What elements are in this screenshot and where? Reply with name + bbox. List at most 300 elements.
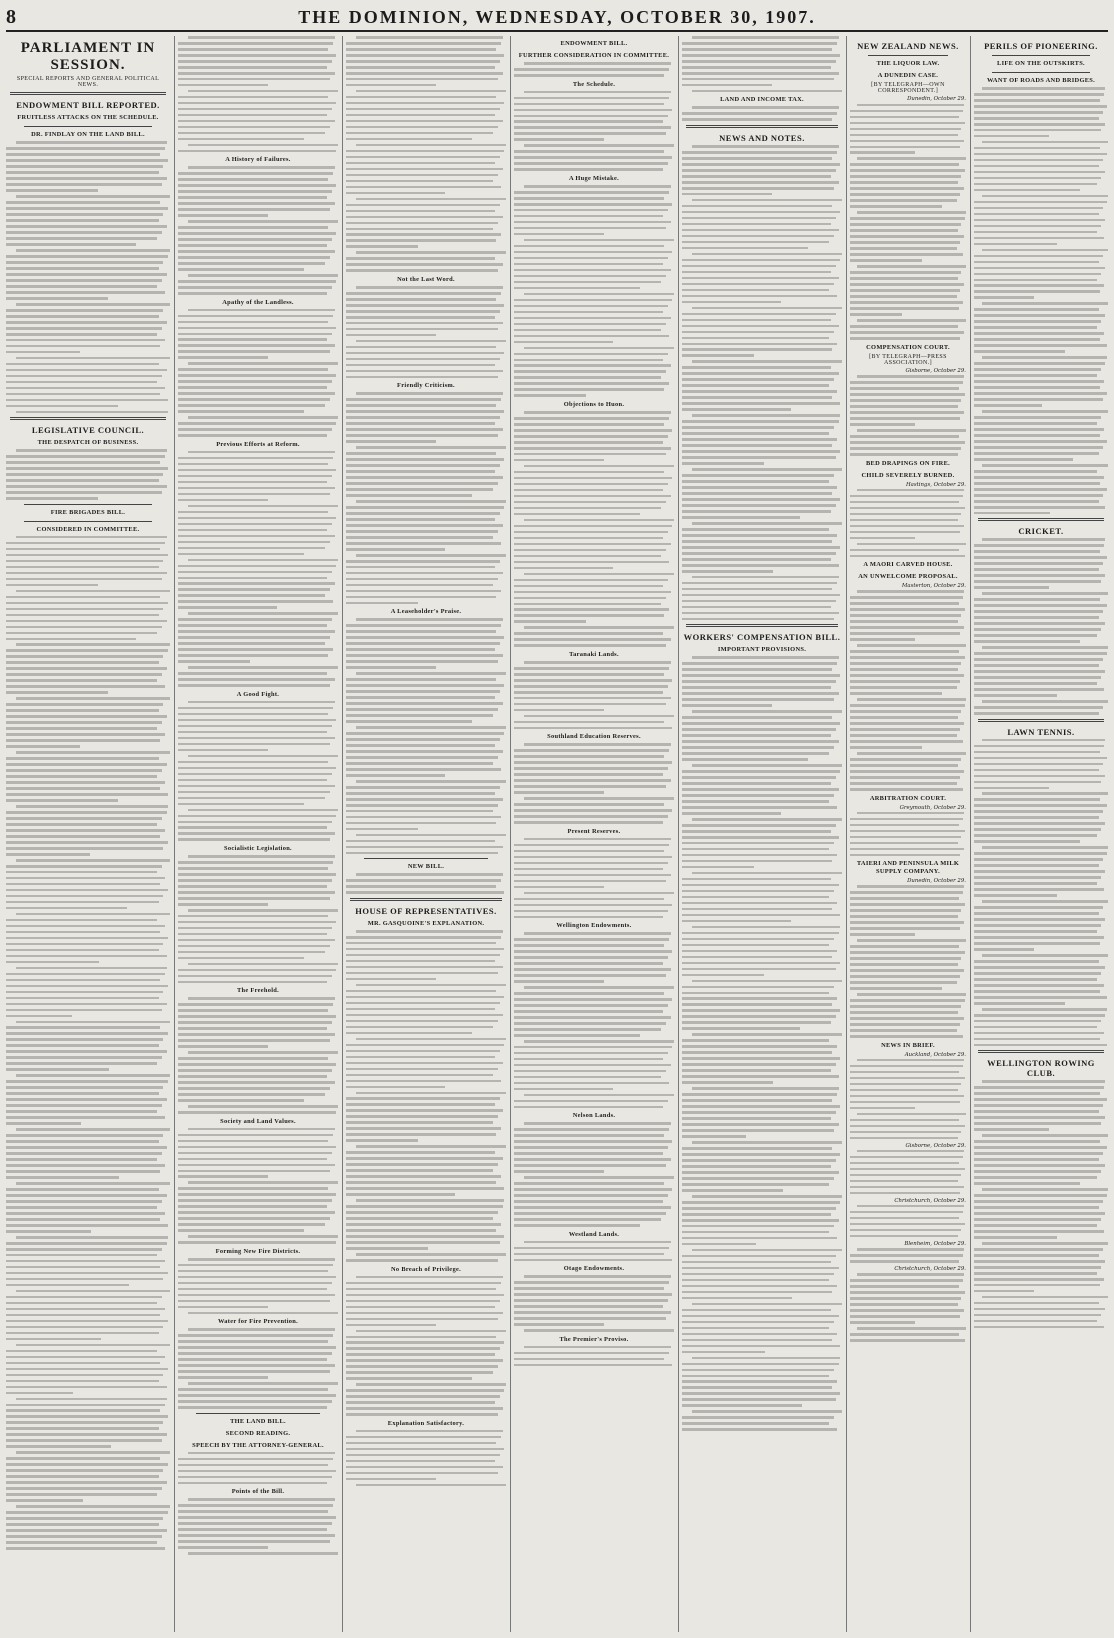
text-line <box>6 638 136 641</box>
text-line <box>514 874 671 877</box>
text-line <box>982 954 1108 957</box>
text-line <box>857 590 964 593</box>
text-line <box>850 632 960 635</box>
text-line <box>178 981 327 984</box>
text-line <box>974 290 1100 293</box>
text-line <box>346 132 493 135</box>
section-heading: A History of Failures. <box>225 156 291 164</box>
text-line <box>514 679 672 682</box>
text-line <box>682 72 839 75</box>
text-line <box>178 1540 330 1543</box>
text-line <box>178 1394 336 1397</box>
text-line <box>974 428 1104 431</box>
text-line <box>982 1188 1108 1191</box>
text-line <box>346 1062 503 1065</box>
text-line <box>514 956 668 959</box>
text-line <box>6 853 90 856</box>
text-line <box>514 1058 663 1061</box>
text-line <box>6 1146 167 1149</box>
text-line <box>974 616 1099 619</box>
text-line <box>974 828 1101 831</box>
text-line <box>346 1229 496 1232</box>
text-line <box>514 567 613 570</box>
text-line <box>514 685 668 688</box>
text-line <box>6 1230 91 1233</box>
text-line <box>974 664 1099 667</box>
text-line <box>682 1117 831 1120</box>
text-line <box>346 506 504 509</box>
text-line <box>178 1057 328 1060</box>
text-line <box>850 692 942 695</box>
text-line <box>682 564 839 567</box>
text-line <box>178 1241 336 1244</box>
text-line <box>857 211 966 214</box>
text-line <box>682 1051 832 1054</box>
section-heading: TAIERI AND PENINSULA MILK SUPPLY COMPANY. <box>856 860 960 876</box>
text-line <box>974 1314 1101 1317</box>
text-line <box>514 501 666 504</box>
text-line <box>974 562 1103 565</box>
text-line <box>514 591 671 594</box>
text-line <box>974 640 1080 643</box>
text-line <box>514 644 666 647</box>
text-line <box>850 1174 961 1177</box>
text-line <box>188 809 338 812</box>
text-line <box>850 259 922 262</box>
text-line <box>850 909 961 912</box>
article-body <box>178 1452 338 1485</box>
text-line <box>682 1285 837 1288</box>
text-line <box>682 866 754 869</box>
text-line <box>356 1145 506 1148</box>
text-line <box>514 761 672 764</box>
text-line <box>514 483 668 486</box>
text-line <box>974 787 1049 790</box>
text-line <box>850 1023 960 1026</box>
text-line <box>6 219 159 222</box>
text-line <box>850 193 960 196</box>
text-line <box>6 620 167 623</box>
text-line <box>982 195 1108 198</box>
text-line <box>850 289 960 292</box>
section-heading: A MAORI CARVED HOUSE. <box>863 561 953 569</box>
text-line <box>850 235 964 238</box>
text-line <box>974 822 1105 825</box>
text-line <box>850 818 963 821</box>
text-line <box>857 265 966 268</box>
text-line <box>850 128 961 131</box>
text-line <box>514 974 666 977</box>
text-line <box>974 751 1100 754</box>
text-line <box>514 453 666 456</box>
text-line <box>178 1470 336 1473</box>
text-line <box>6 267 159 270</box>
text-line <box>850 441 965 444</box>
text-line <box>188 1552 338 1555</box>
text-line <box>178 707 333 710</box>
text-line <box>850 987 942 990</box>
text-line <box>974 506 1105 509</box>
text-line <box>346 1032 472 1035</box>
text-line <box>850 933 915 936</box>
text-line <box>850 271 961 274</box>
text-line <box>682 169 836 172</box>
text-line <box>188 1105 338 1108</box>
text-line <box>6 614 159 617</box>
text-line <box>524 411 671 414</box>
text-line <box>514 767 668 770</box>
text-line <box>974 123 1105 126</box>
text-line <box>6 147 165 150</box>
text-line <box>178 386 327 389</box>
text-line <box>346 1371 493 1374</box>
section-heading: Otago Endowments. <box>563 1265 625 1273</box>
article-body <box>514 838 674 918</box>
text-line <box>514 603 661 606</box>
text-line <box>346 1282 501 1285</box>
text-line <box>6 171 159 174</box>
text-line <box>6 1158 157 1161</box>
text-line <box>6 1392 73 1395</box>
text-line <box>178 743 330 746</box>
text-line <box>346 1407 503 1410</box>
text-line <box>974 1260 1105 1263</box>
text-line <box>850 393 965 396</box>
text-line <box>682 438 837 441</box>
text-line <box>346 518 495 521</box>
text-line <box>346 1223 501 1226</box>
text-line <box>974 183 1097 186</box>
text-line <box>178 184 336 187</box>
text-line <box>6 479 159 482</box>
text-line <box>346 358 500 361</box>
text-line <box>524 661 671 664</box>
text-line <box>178 1134 333 1137</box>
text-line <box>682 1386 832 1389</box>
column-rule <box>678 36 679 1632</box>
text-line <box>346 222 498 225</box>
text-line <box>6 1523 159 1526</box>
text-line <box>6 781 165 784</box>
text-line <box>850 399 961 402</box>
section-heading: Society and Land Values. <box>220 1117 296 1125</box>
text-line <box>974 580 1101 583</box>
text-line <box>346 470 495 473</box>
text-line <box>974 870 1105 873</box>
text-line <box>850 417 960 420</box>
text-line <box>346 792 495 795</box>
text-line <box>346 1074 493 1077</box>
text-line <box>6 1421 163 1424</box>
text-line <box>514 608 669 611</box>
text-line <box>682 157 832 160</box>
section-heading: THE LAND BILL. <box>230 1417 286 1425</box>
text-line <box>346 245 418 248</box>
text-line <box>850 824 959 827</box>
dateline: Gisborne, October 29. <box>905 368 966 374</box>
text-line <box>974 470 1097 473</box>
text-line <box>857 429 966 432</box>
text-line <box>346 1175 501 1178</box>
text-line <box>524 1040 674 1043</box>
text-line <box>178 630 335 633</box>
text-line <box>974 840 1080 843</box>
text-line <box>178 1027 327 1030</box>
text-line <box>682 1069 831 1072</box>
text-line <box>682 1416 834 1419</box>
text-line <box>346 60 500 63</box>
text-line <box>682 325 839 328</box>
text-line <box>850 453 958 456</box>
text-line <box>346 744 495 747</box>
text-line <box>857 157 966 160</box>
article-body <box>346 930 506 1262</box>
text-line <box>6 745 80 748</box>
text-line <box>974 165 1099 168</box>
text-line <box>178 232 336 235</box>
text-line <box>850 1186 964 1189</box>
text-line <box>346 239 496 242</box>
text-line <box>6 497 98 500</box>
text-line <box>682 259 840 262</box>
text-line <box>514 263 663 266</box>
text-line <box>6 1499 83 1502</box>
text-line <box>178 1534 335 1537</box>
text-line <box>16 1344 170 1347</box>
text-line <box>346 584 493 587</box>
text-line <box>346 1193 455 1196</box>
text-line <box>982 141 1108 144</box>
text-line <box>682 1297 792 1300</box>
text-line <box>974 332 1104 335</box>
text-line <box>178 114 327 117</box>
text-line <box>850 223 961 226</box>
text-line <box>178 469 336 472</box>
text-line <box>850 1254 963 1257</box>
text-line <box>974 1020 1101 1023</box>
text-line <box>178 1152 332 1155</box>
text-line <box>6 1272 168 1275</box>
text-line <box>850 945 959 948</box>
section-heading: The Schedule. <box>572 80 616 88</box>
text-line <box>524 1094 674 1097</box>
text-line <box>974 634 1097 637</box>
article-body <box>6 141 170 413</box>
text-line <box>974 1128 1049 1131</box>
text-line <box>974 1026 1097 1029</box>
text-line <box>514 1016 671 1019</box>
text-line <box>850 1321 915 1324</box>
text-line <box>514 197 664 200</box>
text-line <box>346 630 496 633</box>
text-line <box>974 882 1097 885</box>
text-line <box>682 1261 831 1264</box>
text-line <box>682 997 837 1000</box>
text-line <box>974 213 1099 216</box>
text-line <box>974 918 1105 921</box>
text-line <box>682 1021 831 1024</box>
text-line <box>346 298 496 301</box>
text-line <box>524 797 674 800</box>
text-line <box>682 1159 836 1162</box>
text-line <box>178 577 327 580</box>
text-line <box>346 1300 500 1303</box>
text-line <box>188 166 335 169</box>
text-line <box>346 1460 495 1463</box>
article-body <box>974 538 1108 714</box>
text-line <box>178 797 325 800</box>
text-line <box>682 1333 837 1336</box>
text-line <box>857 1205 964 1208</box>
text-line <box>682 265 836 268</box>
text-line <box>850 175 961 178</box>
text-line <box>682 1207 836 1210</box>
wire-credit: [BY TELEGRAPH—PRESS ASSOCIATION.] <box>869 353 947 366</box>
text-line <box>682 1177 834 1180</box>
text-line <box>346 702 503 705</box>
text-line <box>6 1535 162 1538</box>
text-line <box>514 779 671 782</box>
text-line <box>6 381 157 384</box>
text-line <box>682 908 832 911</box>
text-line <box>346 879 501 882</box>
text-line <box>188 701 335 704</box>
text-line <box>6 1278 163 1281</box>
text-line <box>514 126 671 129</box>
text-line <box>178 945 330 948</box>
text-line <box>514 721 664 724</box>
text-line <box>6 399 168 402</box>
text-line <box>178 1158 327 1161</box>
text-line <box>850 1315 960 1318</box>
text-line <box>188 1382 338 1385</box>
text-line <box>974 488 1107 491</box>
text-line <box>692 926 841 929</box>
text-line <box>6 387 165 390</box>
text-line <box>178 1406 327 1409</box>
text-line <box>514 74 664 77</box>
text-line <box>524 185 671 188</box>
text-line <box>682 462 764 465</box>
text-line <box>178 885 327 888</box>
text-line <box>346 1241 500 1244</box>
text-line <box>514 1259 672 1262</box>
article-body <box>346 1276 506 1416</box>
text-line <box>6 871 157 874</box>
text-line <box>346 168 503 171</box>
text-line <box>346 590 501 593</box>
story-subtitle: FURTHER CONSIDERATION IN COMMITTEE. <box>518 52 670 59</box>
text-line <box>850 854 960 857</box>
text-line <box>974 1266 1101 1269</box>
text-line <box>682 319 831 322</box>
text-line <box>346 1086 445 1089</box>
text-line <box>178 1294 335 1297</box>
text-line <box>188 1128 335 1131</box>
text-line <box>682 396 832 399</box>
text-line <box>6 1302 157 1305</box>
text-line <box>346 346 496 349</box>
text-line <box>178 517 336 520</box>
article-body <box>6 536 170 1550</box>
text-line <box>682 492 832 495</box>
text-line <box>346 1211 498 1214</box>
text-line <box>6 1080 168 1083</box>
text-line <box>974 876 1101 879</box>
text-line <box>178 398 330 401</box>
text-line <box>682 504 836 507</box>
text-line <box>982 1296 1108 1299</box>
text-line <box>356 554 506 557</box>
text-line <box>682 1165 831 1168</box>
text-line <box>974 1218 1101 1221</box>
text-line <box>346 108 500 111</box>
text-line <box>982 1080 1105 1083</box>
text-line <box>692 764 842 767</box>
text-line <box>346 624 501 627</box>
text-line <box>982 538 1105 541</box>
text-line <box>346 846 503 849</box>
text-line <box>514 1152 663 1155</box>
text-line <box>178 821 332 824</box>
text-line <box>850 519 958 522</box>
text-line <box>346 316 495 319</box>
text-line <box>6 1254 157 1257</box>
column-6 <box>850 36 966 1632</box>
text-line <box>974 586 1049 589</box>
text-line <box>850 549 959 552</box>
text-line <box>6 691 108 694</box>
text-line <box>682 1189 783 1192</box>
text-line <box>178 1340 328 1343</box>
article-body <box>682 106 842 121</box>
text-line <box>6 1164 165 1167</box>
text-line <box>850 411 964 414</box>
section-heading: Westland Lands. <box>568 1230 620 1238</box>
text-line <box>514 429 672 432</box>
text-line <box>682 662 837 665</box>
text-line <box>6 919 157 922</box>
article-body <box>514 91 674 171</box>
text-line <box>346 192 445 195</box>
text-line <box>6 467 168 470</box>
story-subtitle: MR. GASQUOINE'S EXPLANATION. <box>367 919 485 927</box>
text-line <box>178 1516 336 1519</box>
text-line <box>850 668 958 671</box>
text-line <box>850 1339 965 1342</box>
text-line <box>974 676 1101 679</box>
text-line <box>850 295 957 298</box>
text-line <box>682 974 764 977</box>
text-line <box>6 1266 160 1269</box>
text-line <box>514 1206 671 1209</box>
text-line <box>514 209 668 212</box>
text-line <box>346 566 495 569</box>
text-line <box>16 1021 170 1024</box>
text-line <box>850 1156 963 1159</box>
text-line <box>974 476 1104 479</box>
text-line <box>850 770 964 773</box>
text-line <box>682 1327 829 1330</box>
text-line <box>682 295 837 298</box>
text-line <box>346 560 500 563</box>
text-line <box>974 237 1104 240</box>
text-line <box>178 350 330 353</box>
text-line <box>514 1287 664 1290</box>
text-line <box>178 939 335 942</box>
text-line <box>850 387 959 390</box>
text-line <box>6 1404 165 1407</box>
